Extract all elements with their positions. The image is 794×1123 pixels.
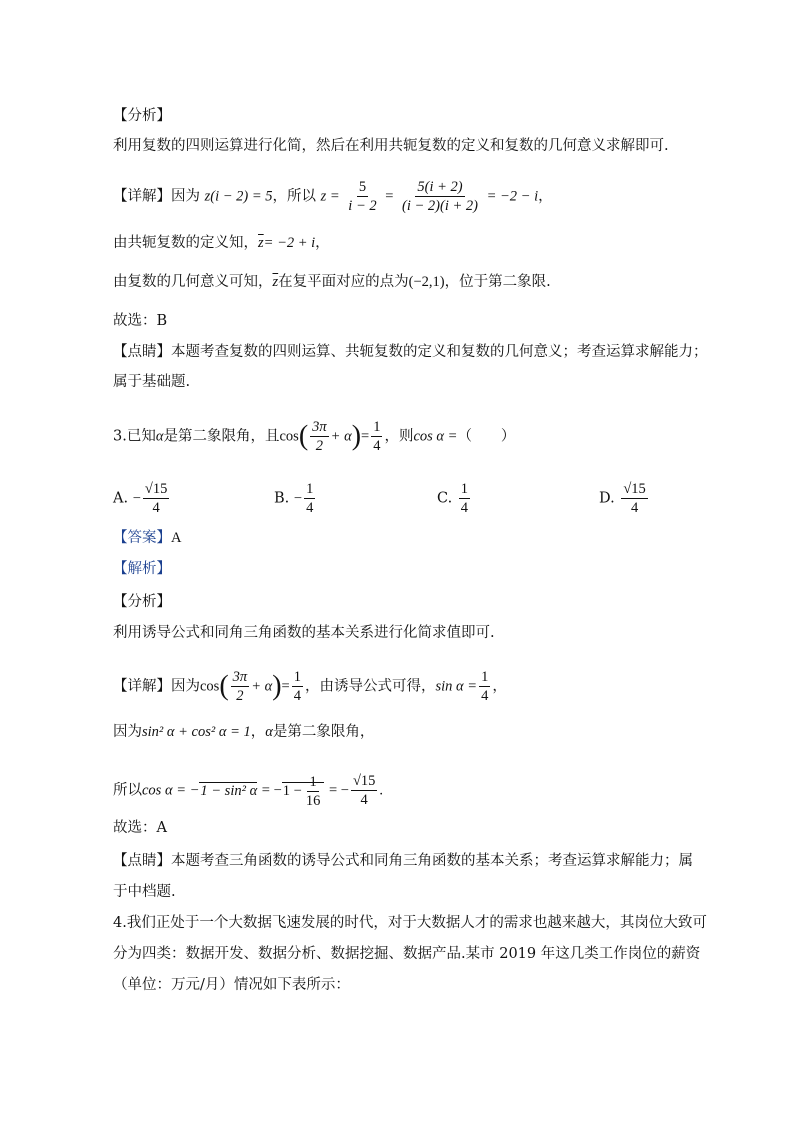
text: 由共轭复数的定义知， [113, 235, 258, 251]
choice-line: 故选：B [113, 313, 168, 329]
z-bar: $\overline{z}$ [258, 235, 264, 251]
numerator: 5(i + 2) [417, 179, 463, 195]
numerator: 1 [481, 669, 489, 685]
geometry-line [113, 272, 551, 292]
conclusion-line [113, 772, 383, 810]
text: 因为 [171, 188, 200, 205]
text: 3.已知 [113, 428, 156, 445]
numerator: √15 [352, 773, 376, 789]
plus-alpha: + α [330, 428, 352, 445]
fraction [479, 668, 490, 705]
analysis-heading: 【分析】 [113, 108, 171, 124]
text: ， [492, 678, 507, 695]
fraction [371, 418, 382, 455]
equals: = − [261, 782, 282, 799]
answer-value: A [171, 530, 182, 546]
detail-line-1 [113, 178, 553, 215]
comment-heading: 【点睛】 [113, 344, 171, 360]
numerator: 1 [373, 419, 381, 435]
equals: = − [328, 782, 349, 799]
formula: cos α = − [142, 782, 200, 799]
paren-close: ) [351, 420, 362, 452]
period: . [379, 782, 384, 799]
option-d[interactable] [599, 480, 650, 517]
denominator: 4 [481, 688, 489, 704]
fraction [351, 772, 377, 809]
option-b[interactable] [274, 480, 317, 517]
equals: = [281, 678, 290, 695]
plus-alpha: + α [251, 678, 273, 695]
numerator: 5 [358, 179, 367, 195]
point: (−2,1) [408, 274, 445, 290]
cos: cos [200, 678, 220, 695]
numerator: 3π [312, 419, 327, 435]
solution-heading: 【解析】 [113, 561, 171, 577]
identity: sin² α + cos² α = 1 [142, 724, 251, 740]
cos-alpha: cos α = [413, 428, 458, 445]
question-4-line-1: 4.我们正处于一个大数据飞速发展的时代，对于大数据人才的需求也越来越大，其岗位大致可 [113, 915, 707, 931]
alpha: α [155, 428, 164, 445]
text: 因为 [171, 678, 200, 695]
comment-line [113, 342, 708, 362]
denominator: 4 [630, 500, 639, 516]
text: ，位于第二象限. [444, 274, 551, 290]
z-bar: $\overline{z}$ [272, 274, 279, 290]
detail-heading: 【详解】 [113, 188, 171, 205]
equals: = [385, 188, 394, 205]
text: （ ） [457, 428, 516, 445]
option-label: C. [437, 490, 453, 507]
option-label: A. [113, 490, 129, 507]
text: ， [538, 188, 553, 205]
option-label: D. [599, 490, 615, 507]
fraction [304, 773, 323, 810]
text: ，由诱导公式可得， [304, 678, 436, 695]
question-4-line-3: （单位：万元/月）情况如下表所示： [113, 977, 350, 993]
text: ， [315, 235, 330, 251]
sqrt-expr: 1 − sin² α [200, 782, 258, 799]
text: ， [250, 724, 266, 740]
fraction [304, 480, 315, 517]
denominator: 4 [373, 438, 381, 454]
fraction [346, 178, 378, 215]
numerator: √15 [144, 481, 168, 497]
fraction [400, 178, 480, 215]
text: 所以 [113, 782, 142, 799]
minus: − [293, 490, 303, 507]
answer-heading: 【答案】 [113, 530, 171, 546]
numerator: 1 [306, 481, 314, 497]
fraction [292, 668, 303, 705]
comment-line-3 [113, 851, 693, 871]
denominator: i − 2 [348, 198, 377, 214]
question-3 [113, 418, 515, 455]
analysis-text: 利用复数的四则运算进行化简，然后在利用共轭复数的定义和复数的几何意义求解即可. [113, 138, 669, 154]
numerator: 1 [293, 669, 301, 685]
denominator: 16 [305, 792, 321, 809]
analysis-heading-2: 【分析】 [113, 594, 171, 610]
text: 在复平面对应的点为 [278, 274, 409, 290]
text: 本题考查复数的四则运算、共轭复数的定义和复数的几何意义；考查运算求解能力； [171, 344, 708, 360]
alpha: α [265, 724, 273, 740]
fraction [459, 480, 470, 517]
detail-heading: 【详解】 [113, 678, 171, 695]
numerator: 1 [460, 481, 469, 497]
fraction [143, 480, 169, 517]
denominator: (i − 2)(i + 2) [402, 198, 478, 214]
denominator: 2 [315, 438, 324, 454]
cos: cos [279, 428, 299, 445]
denominator: 4 [152, 500, 160, 516]
text: ，所以 [272, 188, 317, 205]
equals: = [361, 428, 370, 445]
analysis-text-2: 利用诱导公式和同角三角函数的基本关系进行化简求值即可. [113, 625, 495, 641]
fraction [231, 668, 250, 705]
paren-close: ) [272, 670, 282, 702]
comment-line-4: 于中档题. [113, 884, 176, 900]
fraction [310, 418, 329, 455]
formula-z: z = [320, 188, 340, 205]
text: 因为 [113, 724, 142, 740]
paren-open: ( [219, 670, 229, 702]
result: = −2 − i [486, 188, 539, 205]
identity-line [113, 722, 374, 742]
text: ，则 [384, 428, 414, 445]
text: 是第二象限角，且 [163, 428, 280, 445]
answer-line [113, 528, 181, 548]
denominator: 4 [360, 792, 368, 808]
detail-line-2 [113, 668, 507, 705]
conjugate-line [113, 233, 330, 253]
comment-line-2: 属于基础题. [113, 374, 191, 390]
text: 1 − [282, 782, 302, 799]
fraction [621, 480, 647, 517]
numerator: √15 [623, 481, 646, 497]
sqrt-expr-2 [282, 773, 325, 809]
formula-z-eq: z(i − 2) = 5 [204, 188, 273, 205]
minus: − [132, 490, 141, 507]
numerator: 3π [232, 669, 248, 685]
paren-open: ( [298, 420, 309, 452]
question-4-line-2: 分为四类：数据开发、数据分析、数据挖掘、数据产品.某市 2019 年这几类工作岗位的薪资 [113, 946, 701, 962]
text: 是第二象限角， [272, 724, 375, 740]
sin-alpha: sin α = [435, 678, 478, 695]
option-label: B. [274, 490, 290, 507]
formula: = −2 + i [263, 235, 316, 251]
denominator: 4 [460, 500, 469, 516]
option-a[interactable] [113, 480, 171, 517]
choice-line-2: 故选：A [113, 820, 167, 836]
comment-heading: 【点睛】 [113, 853, 171, 869]
text: 本题考查三角函数的诱导公式和同角三角函数的基本关系；考查运算求解能力；属 [171, 853, 693, 869]
denominator: 4 [306, 500, 314, 516]
option-c[interactable] [437, 480, 472, 517]
text: 由复数的几何意义可知， [113, 274, 273, 290]
denominator: 4 [293, 688, 301, 704]
numerator: 1 [309, 773, 317, 790]
denominator: 2 [236, 688, 244, 704]
